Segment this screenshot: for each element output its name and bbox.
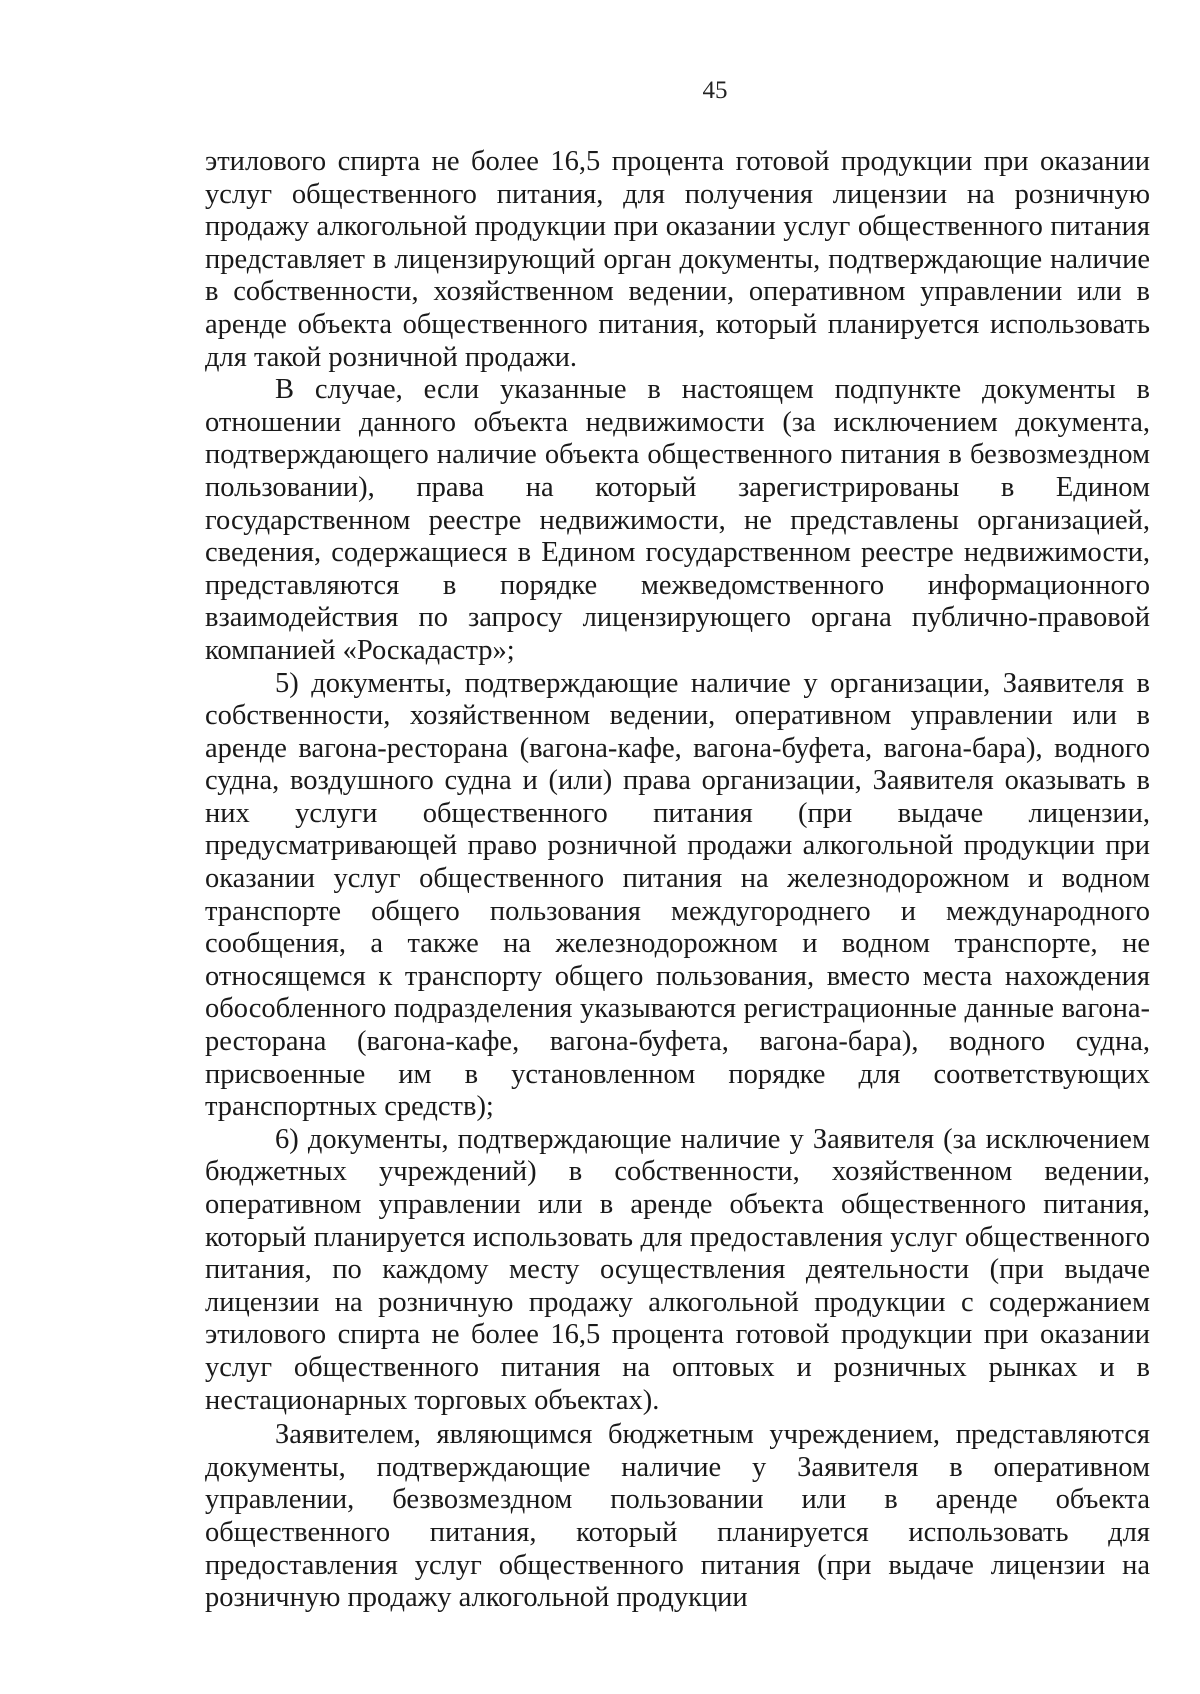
paragraph-budget-institutions: Заявителем, являющимся бюджетным учреждением, представляются документы, подтверждающие наличие у Заявителя в оперативном управлении, безвозмездном пользовании или в аренде объекта общественного питания, который планируется использовать для предоставления услуг общественного питания (при выдаче лицензии на розничную продажу алкогольной продукции [205,1419,1150,1614]
paragraph-continuation: этилового спирта не более 16,5 процента готовой продукции при оказании услуг общественного питания, для получения лицензии на розничную продажу алкогольной продукции при оказании услуг общественного питания представляет в лицензирующий орган документы, подтверждающие наличие в собственности, хозяйственном ведении, оперативном управлении или в аренде объекта общественного питания, который планируется использовать для такой розничной продажи. [205,146,1150,373]
page-number: 45 [702,77,728,104]
paragraph-item-5: 5) документы, подтверждающие наличие у организации, Заявителя в собственности, хозяйственном ведении, оперативном управлении или в аренде вагона-ресторана (вагона-кафе, вагона-буфета, вагона-бара), водного судна, воздушного судна и (или) права организации, Заявителя оказывать в них услуги общественного питания (при выдаче лицензии, предусматривающей право розничной продажи алкогольной продукции при оказании услуг общественного питания на железнодорожном и водном транспорте общего пользования междугороднего и международного сообщения, а также на железнодорожном и водном транспорте, не относящемся к транспорту общего пользования, вместо места нахождения обособленного подразделения указываются регистрационные данные вагона-ресторана (вагона-кафе, вагона-буфета, вагона-бара), водного судна, присвоенные им в установленном порядке для соответствующих транспортных средств); [205,667,1150,1123]
paragraph-egrn-note: В случае, если указанные в настоящем подпункте документы в отношении данного объекта недвижимости (за исключением документа, подтверждающего наличие объекта общественного питания в безвозмездном пользовании), права на который зарегистрированы в Едином государственном реестре недвижимости, не представлены организацией, сведения, содержащиеся в Едином государственном реестре недвижимости, представляются в порядке межведомственного информационного взаимодействия по запросу лицензирующего органа публично-правовой компанией «Роскадастр»; [205,374,1150,666]
paragraph-item-6: 6) документы, подтверждающие наличие у Заявителя (за исключением бюджетных учреждений) в собственности, хозяйственном ведении, оперативном управлении или в аренде объекта общественного питания, который планируется использовать для предоставления услуг общественного питания, по каждому месту осуществления деятельности (при выдаче лицензии на розничную продажу алкогольной продукции с содержанием этилового спирта не более 16,5 процента готовой продукции при оказании услуг общественного питания на оптовых и розничных рынках и в нестационарных торговых объектах). [205,1123,1150,1416]
document-body [205,146,1150,1615]
